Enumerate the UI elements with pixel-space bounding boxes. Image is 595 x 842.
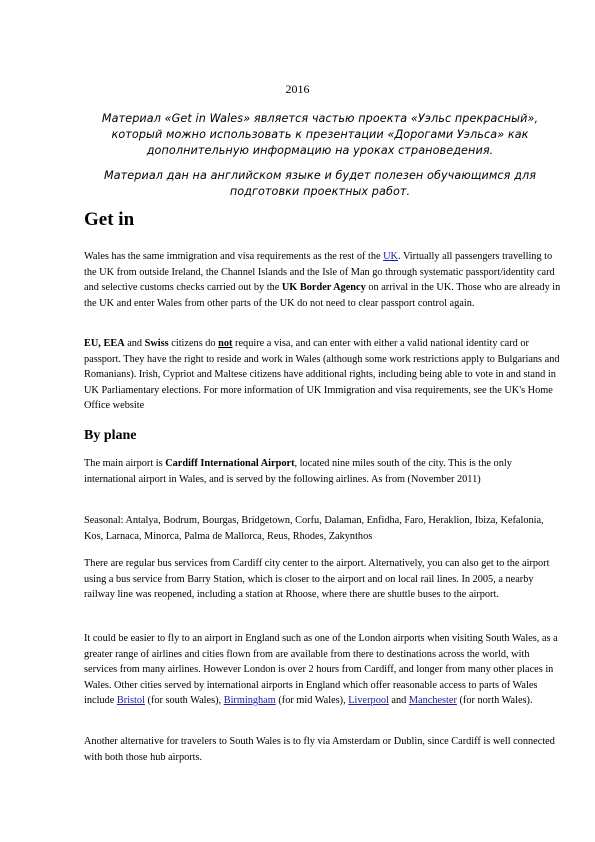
paragraph-bus: There are regular bus services from Cardiff city center to the airport. Alternatively, you can also get to the airport using a bus service from Barry Station, which is closer to the airport and on local rail lines. In 2005, a nearby railway line was reopened, including a station at Rhoose, where there are shuttle buses to the airport.	[84, 558, 550, 600]
text: It could be easier to fly to an airport in England such as one of the London airports when visiting South Wales, as a greater range of airlines and cities flown from are available from there to destinations across the world, with services from many airlines. However London is over 2 hours from Cardiff, and longer from many other places in Wales. Other cities served by international airports in England which offer reasonable access to parts of Wales include	[84, 633, 558, 706]
paragraph-seasonal: Seasonal: Antalya, Bodrum, Bourgas, Bridgetown, Corfu, Dalaman, Enfidha, Faro, Heraklion, Ibiza, Kefalonia, Kos, Larnaca, Minorca, Palma de Mallorca, Reus, Rhodes, Zakynthos	[84, 515, 544, 542]
eu-eea-text: EU, EEA	[84, 338, 125, 349]
paragraph-airport	[84, 456, 564, 487]
page-title: Get in	[84, 209, 135, 230]
text: require a visa, and can enter with either a valid national identity card or passport. They have the right to reside and work in Wales (although some work restrictions apply to Bulgarians and Romanians). Irish, Cypriot and Maltese citizens have additional rights, including being able to vote in and stand in UK Parliamentary elections. For more information of UK Immigration and visa requirements, see the UK's Home Office website	[84, 338, 560, 411]
liverpool-link[interactable]: Liverpool	[348, 695, 389, 706]
swiss-text: Swiss	[144, 338, 169, 349]
text: (for north Wales).	[456, 695, 533, 706]
year-label: 2016	[285, 82, 310, 96]
text: (for mid Wales),	[275, 695, 349, 706]
uk-link[interactable]: UK	[383, 251, 398, 262]
intro-note	[84, 111, 556, 159]
text: , located nine miles south of the city. This is the only international airport in Wales, and is served by the following airlines. As from (November 2011)	[84, 458, 512, 485]
uk-border-agency-text: UK Border Agency	[281, 282, 366, 293]
manchester-link[interactable]: Manchester	[408, 695, 457, 706]
text: and	[124, 338, 145, 349]
text: (for south Wales),	[144, 695, 224, 706]
not-text: not	[218, 338, 233, 349]
paragraph-visa	[84, 336, 564, 414]
section-heading-by-plane: By plane	[84, 428, 137, 443]
intro-line: Материал «Get in Wales» является частью проекта «Уэльс прекрасный»,	[101, 112, 539, 125]
text: and	[388, 695, 409, 706]
text: Wales has the same immigration and visa requirements as the rest of the	[84, 251, 384, 262]
birmingham-link[interactable]: Birmingham	[223, 695, 276, 706]
airport-name: Cardiff International Airport	[165, 458, 295, 469]
text: The main airport is	[84, 458, 166, 469]
paragraph-immigration	[84, 249, 564, 311]
intro-line: Материал дан на английском языке и будет полезен обучающимся для	[103, 169, 537, 182]
intro-line: подготовки проектных работ.	[229, 185, 411, 198]
intro-note-2	[84, 168, 556, 200]
paragraph-alternative: Another alternative for travelers to South Wales is to fly via Amsterdam or Dublin, since Cardiff is well connected with both those hub airports.	[84, 736, 555, 763]
text: . Virtually all passengers travelling to the UK from outside Ireland, the Channel Islands and the Isle of Man go through systematic passport/identity card and selective customs checks carried out by the	[84, 251, 555, 293]
bristol-link[interactable]: Bristol	[116, 695, 145, 706]
intro-line: который можно использовать к презентации «Дорогами Уэльса» как	[111, 128, 529, 141]
paragraph-england-airports	[84, 631, 564, 709]
text: on arrival in the UK. Those who are already in the UK and enter Wales from other parts of the UK do not need to clear passport control again.	[84, 282, 561, 309]
text: citizens do	[168, 338, 219, 349]
intro-line: дополнительную информацию на уроках страноведения.	[146, 144, 494, 157]
